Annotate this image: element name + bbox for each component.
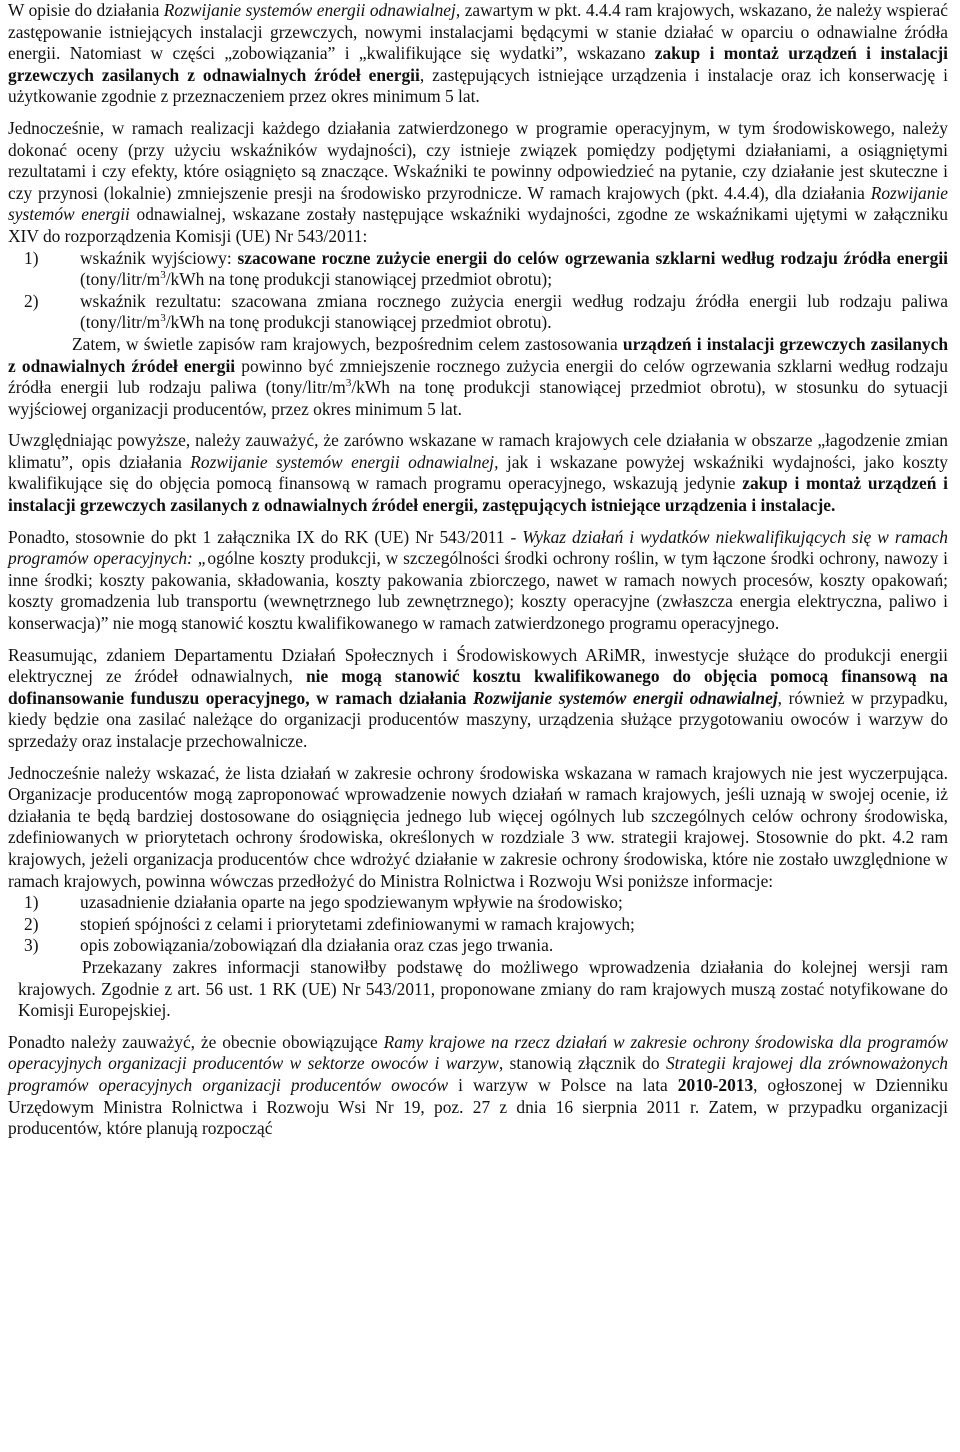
list-item xyxy=(8,248,948,291)
text-run: Ponadto należy zauważyć, że obecnie obowiązujące xyxy=(8,1031,384,1052)
text-run-italic: Ramy krajowe na rzecz działań w zakresie ochrony środowiska dla programów operacyjnych organizacji producentów w sektorze owoców i warzyw xyxy=(8,1031,949,1074)
paragraph-7 xyxy=(8,763,948,893)
text-run-italic: Strategii krajowej dla zrównoważonych programów operacyjnych organizacji producentów owoców xyxy=(8,1053,948,1095)
paragraph-gap xyxy=(8,108,948,118)
list-number: 1) xyxy=(24,892,39,913)
text-run: uzasadnienie działania oparte na jego spodziewanym wpływie na środowisko; xyxy=(80,892,623,913)
superscript: 3 xyxy=(345,377,352,390)
text-run: , zastępujących istniejące urządzenia i instalacje oraz ich konserwację i użytkowanie zgodnie z przeznaczeniem przez okres minimum 5 lat. xyxy=(8,64,948,107)
list-item xyxy=(8,892,948,914)
text-run: Przekazany zakres informacji stanowiłby podstawę do możliwego wprowadzenia działania do kolejnej wersji ram krajowych. Zgodnie z art. 56 ust. 1 RK (UE) Nr 543/2011, proponowane zmiany do ram krajowych muszą zostać notyfikowane do Komisji Europejskiej. xyxy=(18,956,948,1021)
text-run: wskaźnik wyjściowy: xyxy=(80,247,238,268)
text-run-italic: Rozwijanie systemów energii odnawialnej, xyxy=(190,451,499,472)
text-run: , ogłoszonej w Dzienniku Urzędowym Ministra Rolnictwa i Rozwoju Wsi Nr 19, poz. 27 z dnia 16 sierpnia 2011 r. Zatem, w przypadku organizacji producentów, które planują rozpocząć xyxy=(8,1074,948,1139)
text-run-bold: nie mogą stanowić kosztu kwalifikowanego do objęcia pomocą finansową na dofinansowanie funduszu operacyjnego, w ramach działania xyxy=(8,666,948,708)
text-run-italic: Rozwijanie systemów energii odnawialnej xyxy=(163,0,456,20)
list-number: 2) xyxy=(24,290,39,311)
text-run: odnawialnej, wskazane zostały następujące wskaźniki wydajności, zgodne ze wskaźnikami ujętymi w załączniku XIV do rozporządzenia Komisji (UE) Nr 543/2011: xyxy=(8,204,948,246)
text-run: , zawartym w pkt. 4.4.4 ram krajowych, wskazano, że należy wspierać zastępowanie istniejących instalacji grzewczych, nowymi instalacjami będącymi w stanie działać w oparciu o odnawialne źródła energii. Natomiast w części „zobowiązania” i „kwalifikujące się wydatki”, wskazano xyxy=(8,0,948,64)
paragraph-gap xyxy=(8,635,948,645)
paragraph-gap xyxy=(8,420,948,430)
text-run: i warzyw w Polsce na lata xyxy=(448,1074,678,1095)
superscript: 3 xyxy=(160,269,166,282)
paragraph-3 xyxy=(8,334,948,420)
text-run: , również w przypadku, kiedy będzie ona zasilać należące do organizacji producentów maszyny, urządzenia służące przygotowaniu owoców i warzyw do sprzedaży oraz instalacje przechowalnicze. xyxy=(8,687,948,751)
text-run: , stanowią złącznik do xyxy=(498,1053,666,1074)
text-run: /kWh na tonę produkcji stanowiącej przedmiot obrotu). xyxy=(165,312,552,333)
text-run: powinno być zmniejszenie rocznego zużycia energii do celów ogrzewania szklarni według rodzaju źródła energii lub rodzaju paliwa (tony/litr/m xyxy=(8,355,948,398)
list-number: 1) xyxy=(24,247,39,268)
paragraph-gap xyxy=(8,517,948,527)
text-run-bold: 2010-2013 xyxy=(677,1074,754,1095)
paragraph-5 xyxy=(8,527,948,635)
list-item xyxy=(8,914,948,936)
text-run: Uwzględniając powyższe, należy zauważyć, że zarówno wskazane w ramach krajowych cele działania w obszarze „łagodzenie zmian klimatu”, opis działania xyxy=(8,430,948,472)
paragraph-2 xyxy=(8,118,948,248)
text-run: Jednocześnie należy wskazać, że lista działań w zakresie ochrony środowiska wskazana w ramach krajowych nie jest wyczerpująca. Organizacje producentów mogą zaproponować wprowadzenie nowych działań w ramach krajowych, jeśli uznają w swojej ocenie, iż działania te będą bardziej dostosowane do osiągnięcia jednego lub więcej ogólnych lub szczególnych celów ochrony środowiska, zdefiniowanych w priorytetach ochrony środowiska, określonych w rozdziale 3 ww. strategii krajowej. Stosownie do pkt. 4.2 ram krajowych, jeżeli organizacja producentów chce wdrożyć działanie w zakresie ochrony środowiska, które nie zostało uwzględnione w ramach krajowych, powinna wówczas przedłożyć do Ministra Rolnictwa i Rozwoju Wsi poniższe informacje: xyxy=(8,762,948,891)
text-run: ogólne koszty produkcji, w szczególności środki ochrony roślin, w tym łączone środki ochrony, nawozy i inne środki; koszty pakowania, składowania, koszty pakowania zbiorczego, nawet w ramach nowych procesów, koszty opakowań; koszty gromadzenia lub transportu (wewnętrznego lub zewnętrznego); koszty operacyjne (zwłaszcza energia elektryczna, paliwo i konserwacja)” nie mogą stanowić kosztu kwalifikowanego w ramach zatwierdzonego programu operacyjnego. xyxy=(8,548,948,634)
text-run: opis zobowiązania/zobowiązań dla działania oraz czas jego trwania. xyxy=(80,935,554,956)
text-run: (tony/litr/m xyxy=(80,269,161,290)
list-item xyxy=(8,935,948,957)
text-run-italic: Rozwijanie systemów energii xyxy=(8,182,948,225)
text-run: Reasumując, zdaniem Departamentu Działań Społecznych i Środowiskowych ARiMR, inwestycje służące do produkcji energii elektrycznej ze źródeł odnawialnych, xyxy=(8,644,948,687)
text-run: wskaźnik rezultatu: szacowana zmiana rocznego zużycia energii według rodzaju źródła energii lub rodzaju paliwa (tony/litr/m xyxy=(80,290,948,333)
text-run: Zatem, w świetle zapisów ram krajowych, bezpośrednim celem zastosowania xyxy=(72,333,623,354)
text-run: W opisie do działania xyxy=(8,0,164,20)
text-run-bold: zakup i montaż urządzeń i instalacji grzewczych zasilanych z odnawialnych źródeł energii, zastępujących istniejące urządzenia i instalacje. xyxy=(8,473,948,516)
text-run: /kWh na tonę produkcji stanowiącej przedmiot obrotu), w stosunku do sytuacji wyjściowej organizacji producentów, przez okres minimum 5 lat. xyxy=(8,377,948,419)
requirements-list xyxy=(8,892,948,957)
paragraph-4 xyxy=(8,430,948,516)
text-run: Jednocześnie, w ramach realizacji każdego działania zatwierdzonego w programie operacyjnym, w tym środowiskowego, należy dokonać oceny (przy użyciu wskaźników wydajności), czy istnieje związek pomiędzy podjętymi działaniami, a osiągniętymi rezultatami i czy efekty, które osiągnięto są znaczące. Wskaźniki te powinny odpowiedzieć na pytanie, czy działanie jest skuteczne i czy przynosi (lokalnie) zmniejszenie presji na środowisko przyrodnicze. W ramach krajowych (pkt. 4.4.4), dla działania xyxy=(8,117,948,203)
paragraph-1 xyxy=(8,0,948,108)
list-number: 2) xyxy=(24,913,39,934)
text-run: stopień spójności z celami i priorytetami zdefiniowanymi w ramach krajowych; xyxy=(80,913,635,934)
text-run-italic: Wykaz działań i wydatków niekwalifikujących się w ramach programów operacyjnych: „ xyxy=(8,526,949,569)
paragraph-9 xyxy=(8,1032,948,1140)
text-run-bold: szacowane roczne zużycie energii do celów ogrzewania szklarni według rodzaju źródła energii xyxy=(237,247,948,268)
paragraph-6 xyxy=(8,645,948,753)
text-run-bold: zakup i montaż urządzeń i instalacji grzewczych zasilanych z odnawialnych źródeł energii xyxy=(8,43,948,85)
list-number: 3) xyxy=(24,935,39,956)
text-run-bold: urządzeń i instalacji grzewczych zasilanych z odnawialnych źródeł energii xyxy=(8,333,948,376)
superscript: 3 xyxy=(160,312,166,325)
paragraph-gap xyxy=(8,1022,948,1032)
text-run: jak i wskazane powyżej wskaźniki wydajności, jako koszty kwalifikujące się do objęcia pomocą finansową w ramach programu operacyjnego, wskazują jedynie xyxy=(8,451,948,494)
list-item xyxy=(8,291,948,334)
text-run: /kWh na tonę produkcji stanowiącej przedmiot obrotu); xyxy=(165,269,553,290)
indicator-list xyxy=(8,248,948,334)
text-run: Ponadto, stosownie do pkt 1 załącznika IX do RK (UE) Nr 543/2011 - xyxy=(8,526,523,547)
paragraph-gap xyxy=(8,753,948,763)
text-run-bold-italic: Rozwijanie systemów energii odnawialnej xyxy=(472,687,778,708)
paragraph-8 xyxy=(8,957,948,1022)
